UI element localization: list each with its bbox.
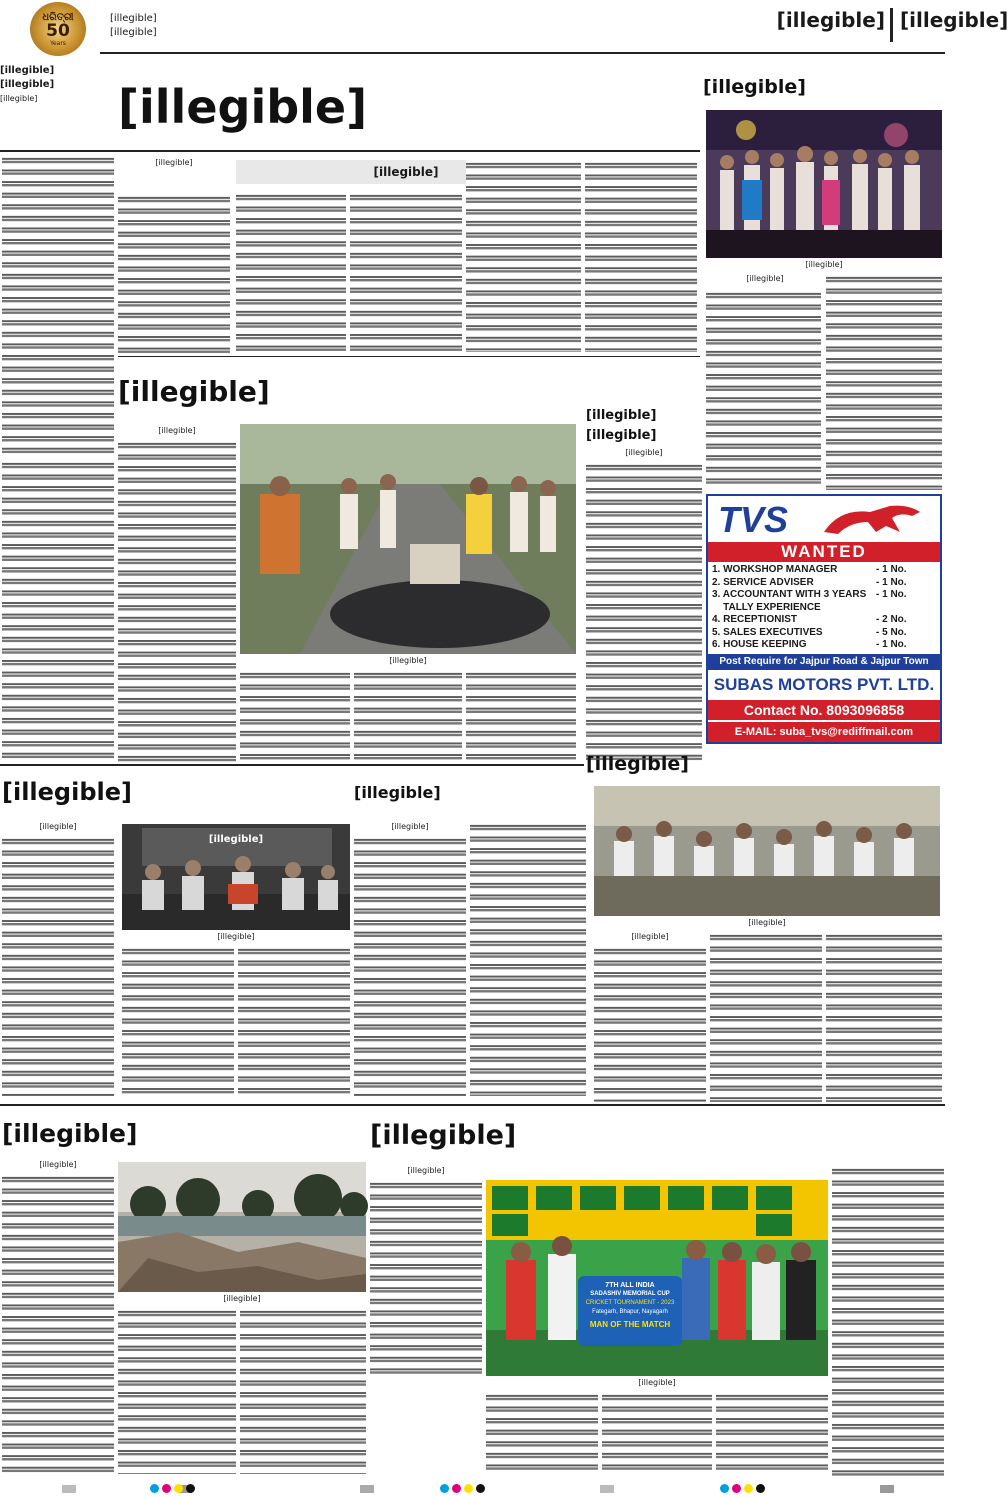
anniversary-logo xyxy=(30,2,86,56)
cricket-col-1 xyxy=(370,1180,482,1380)
magenta-dot xyxy=(732,1484,741,1493)
date-line-1: [illegible] xyxy=(110,13,157,24)
cricket-headline: [illegible] xyxy=(370,1119,517,1151)
music-col-2 xyxy=(122,946,234,1096)
elephant-headline-2: [illegible] xyxy=(586,427,657,443)
temple-col-1 xyxy=(594,946,706,1102)
road-col-4 xyxy=(354,670,462,762)
top-story-col-3 xyxy=(236,192,346,352)
cricket-banner xyxy=(578,1276,682,1346)
tvs-wanted: WANTED xyxy=(708,542,940,562)
gray-swatch xyxy=(600,1485,614,1493)
bank-col-3 xyxy=(240,1308,366,1474)
yellow-dot xyxy=(744,1484,753,1493)
music-headline: [illegible] xyxy=(2,778,132,806)
top-story-col-5 xyxy=(466,160,581,352)
magenta-dot xyxy=(452,1484,461,1493)
festival-col-1 xyxy=(706,290,821,490)
border-col-1 xyxy=(354,836,466,1096)
tvs-company: SUBAS MOTORS PVT. LTD. xyxy=(713,675,935,694)
road-photo-svg xyxy=(240,424,576,654)
temple-photo-svg xyxy=(594,786,940,916)
gray-swatch xyxy=(360,1485,374,1493)
tvs-position-row: 6. HOUSE KEEPING - 1 No. xyxy=(712,639,907,650)
logo-wordmark: ଧରିତ୍ରୀ xyxy=(42,11,74,23)
tvs-positions xyxy=(708,564,940,652)
cricket-col-4 xyxy=(716,1392,828,1476)
tvs-email: E-MAIL: suba_tvs@rediffmail.com xyxy=(708,722,940,742)
bank-photo xyxy=(118,1162,366,1292)
kicker-line-1: [illegible] xyxy=(0,65,55,76)
top-headline-rule xyxy=(0,150,700,152)
masthead-date xyxy=(110,12,350,40)
road-col-1 xyxy=(2,460,114,760)
banner-line-5: MAN OF THE MATCH xyxy=(589,1320,671,1329)
top-story-col-6 xyxy=(585,160,697,352)
bank-photo-svg xyxy=(118,1162,366,1292)
tvs-position-row: 3. ACCOUNTANT WITH 3 YEARS - 1 No. xyxy=(712,589,907,600)
tvs-position-row: 4. RECEPTIONIST - 2 No. xyxy=(712,614,907,625)
black-dot xyxy=(476,1484,485,1493)
top-story-col-4 xyxy=(350,192,462,352)
cyan-dot xyxy=(440,1484,449,1493)
black-dot xyxy=(186,1484,195,1493)
tvs-position-row: 1. WORKSHOP MANAGER - 1 No. xyxy=(712,564,907,575)
temple-headline: [illegible] xyxy=(586,753,689,775)
cricket-photo xyxy=(486,1180,828,1376)
logo-years: Years xyxy=(50,39,66,47)
top-story-dateline: [illegible] xyxy=(155,158,193,167)
registration-dots xyxy=(440,1484,520,1494)
banner-line-3: CRICKET TOURNAMENT - 2023 xyxy=(585,1300,675,1306)
registration-dots xyxy=(150,1484,230,1494)
music-dateline: [illegible] xyxy=(39,822,77,831)
cyan-dot xyxy=(720,1484,729,1493)
section-name: [illegible] xyxy=(776,8,885,32)
banner-line-1: 7TH ALL INDIA xyxy=(605,1282,655,1289)
music-photo-banner: [illegible] xyxy=(208,834,264,845)
cricket-col-2 xyxy=(486,1392,598,1476)
gray-swatch xyxy=(880,1485,894,1493)
road-headline: [illegible] xyxy=(118,374,270,408)
bank-headline: [illegible] xyxy=(2,1118,138,1148)
logo-fifty: 50 xyxy=(46,20,70,41)
festival-col-2 xyxy=(826,274,942,490)
elephant-col-1 xyxy=(586,462,702,762)
cricket-dateline: [illegible] xyxy=(407,1166,445,1175)
masthead xyxy=(0,0,1008,58)
tvs-contact: Contact No. 8093096858 xyxy=(708,700,940,720)
bank-col-1 xyxy=(2,1174,114,1474)
music-col-1 xyxy=(2,836,114,1096)
elephant-headline-1: [illegible] xyxy=(586,407,657,423)
tvs-banner: Post Require for Jajpur Road & Jajpur Town xyxy=(708,654,940,670)
festival-caption: [illegible] xyxy=(805,260,843,269)
cricket-col-5 xyxy=(832,1166,944,1476)
temple-col-2 xyxy=(710,932,822,1102)
gray-swatch xyxy=(62,1485,76,1493)
masthead-rule xyxy=(100,52,945,54)
border-col-2 xyxy=(470,822,586,1096)
festival-dateline: [illegible] xyxy=(746,274,784,283)
music-photo xyxy=(122,824,350,930)
temple-dateline: [illegible] xyxy=(631,932,669,941)
section-divider xyxy=(890,8,893,42)
road-top-rule xyxy=(118,356,700,357)
festival-headline: [illegible] xyxy=(703,76,806,98)
tvs-ad xyxy=(706,494,942,744)
road-col-5 xyxy=(466,670,576,762)
page-number: [illegible] xyxy=(900,8,1008,32)
banner-line-2: SADASHIV MEMORIAL CUP xyxy=(590,1291,670,1297)
road-photo xyxy=(240,424,576,654)
yellow-dot xyxy=(464,1484,473,1493)
tvs-brand: TVS xyxy=(718,499,789,540)
magenta-dot xyxy=(162,1484,171,1493)
top-sub-headline: [illegible] xyxy=(236,160,576,184)
date-line-2: [illegible] xyxy=(110,27,157,38)
road-caption: [illegible] xyxy=(389,656,427,665)
top-headline: [illegible] xyxy=(118,80,368,134)
kicker-byline: [illegible] xyxy=(0,94,38,103)
tvs-position-row: TALLY EXPERIENCE xyxy=(712,601,821,613)
cricket-col-3 xyxy=(602,1392,712,1476)
music-caption: [illegible] xyxy=(217,932,255,941)
kicker-line-2: [illegible] xyxy=(0,79,55,90)
print-register-bar xyxy=(0,1480,945,1497)
border-headline: [illegible] xyxy=(354,782,441,802)
horse-logo-icon xyxy=(820,502,930,538)
bank-top-rule xyxy=(0,1104,945,1106)
top-kicker xyxy=(0,64,110,106)
bank-caption: [illegible] xyxy=(223,1294,261,1303)
temple-photo xyxy=(594,786,940,916)
top-story-col-1 xyxy=(2,155,114,455)
bank-dateline: [illegible] xyxy=(39,1160,77,1169)
top-story-col-2 xyxy=(118,194,230,354)
music-col-3 xyxy=(238,946,350,1096)
temple-caption: [illegible] xyxy=(748,918,786,927)
black-dot xyxy=(756,1484,765,1493)
border-dateline: [illegible] xyxy=(391,822,429,831)
festival-photo xyxy=(706,110,942,258)
tvs-position-row: 5. SALES EXECUTIVES - 5 No. xyxy=(712,626,907,638)
bank-col-2 xyxy=(118,1308,236,1474)
elephant-dateline: [illegible] xyxy=(625,448,663,457)
yellow-dot xyxy=(174,1484,183,1493)
music-top-rule xyxy=(0,764,584,766)
festival-photo-svg xyxy=(706,110,942,258)
temple-col-3 xyxy=(826,932,942,1102)
cyan-dot xyxy=(150,1484,159,1493)
registration-dots xyxy=(720,1484,800,1494)
tvs-position-row: 2. SERVICE ADVISER - 1 No. xyxy=(712,576,907,588)
road-col-2 xyxy=(118,440,236,764)
banner-line-4: Fategarh, Bhapur, Nayagarh xyxy=(592,1309,668,1315)
road-col-3 xyxy=(240,670,350,762)
road-dateline: [illegible] xyxy=(158,426,196,435)
cricket-caption: [illegible] xyxy=(638,1378,676,1387)
